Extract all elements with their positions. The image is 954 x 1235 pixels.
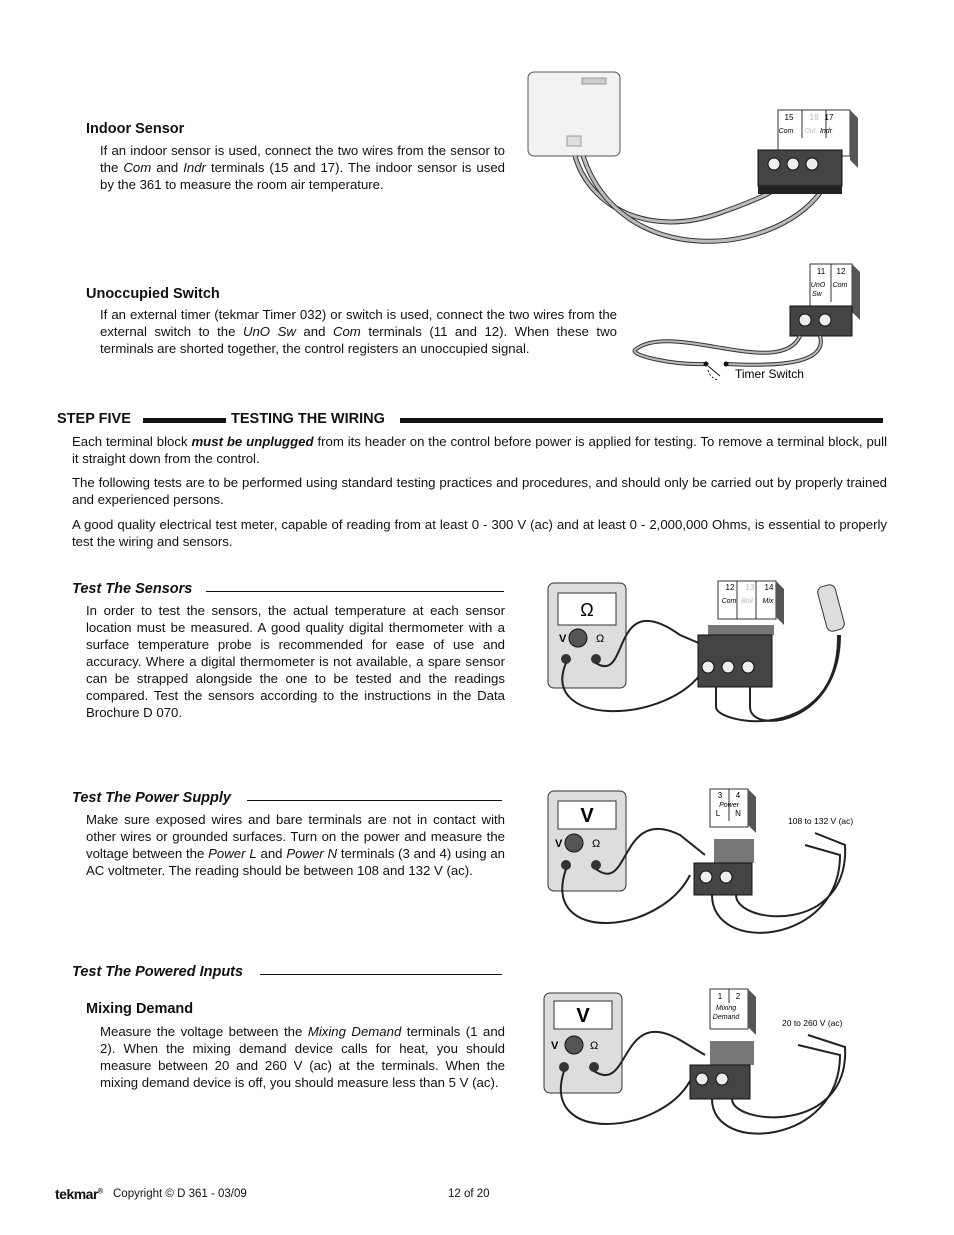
test-power-diagram xyxy=(540,785,870,945)
unoccupied-switch-text: If an external timer (tekmar Timer 032) or switch is used, connect the two wires from the external switch to the UnO Sw and Com terminals (11 and 12). When these two terminals are shorted together, the control registers an unoccupied signal. xyxy=(100,307,617,356)
svg-text:13: 13 xyxy=(745,583,755,592)
term-11: 11 xyxy=(816,267,826,276)
unoccupied-switch-heading: Unoccupied Switch xyxy=(86,286,220,302)
tekmar-logo: tekmar® xyxy=(55,1186,103,1202)
svg-text:Com: Com xyxy=(721,598,737,605)
test-sensors-diagram xyxy=(540,575,870,735)
svg-text:2: 2 xyxy=(735,992,741,1001)
svg-text:L: L xyxy=(715,809,721,818)
svg-text:1: 1 xyxy=(717,992,723,1001)
svg-text:Ω: Ω xyxy=(592,838,601,850)
test-sensors-text: In order to test the sensors, the actual temperature at each sensor location must be measured. A good quality digital thermometer with a surface temperature probe is recommended for ease of use and accuracy. Where a digital thermometer is not available, a spare sensor can be strapped alongside the one to be tested and the readings compared. Test the sensors according to the instructions in the Data Brochure D 070. xyxy=(86,603,505,720)
svg-text:Sw: Sw xyxy=(812,291,822,298)
svg-text:V: V xyxy=(551,1040,559,1052)
step-bar-1 xyxy=(143,418,226,423)
svg-text:Ω: Ω xyxy=(590,1040,599,1052)
power-range-label: 108 to 132 V (ac) xyxy=(788,816,854,826)
step-paragraph-1: Each terminal block must be unplugged from its header on the control before power is applied for testing. To remove a terminal block, pull it straight down from the control. xyxy=(72,434,887,466)
term-17: 17 xyxy=(824,113,834,122)
indoor-sensor-heading: Indoor Sensor xyxy=(86,121,185,137)
step-label: STEP FIVE xyxy=(57,411,131,427)
timer-switch-label: Timer Switch xyxy=(735,367,804,381)
svg-text:V: V xyxy=(559,633,567,645)
svg-text:Power: Power xyxy=(719,802,739,809)
svg-text:V: V xyxy=(580,805,594,827)
svg-text:V: V xyxy=(555,838,563,850)
svg-text:14: 14 xyxy=(764,583,774,592)
term-16: 16 xyxy=(809,113,819,122)
indoor-sensor-diagram xyxy=(520,68,860,248)
test-power-text: Make sure exposed wires and bare terminals are not in contact with other wires or grounded surfaces. Turn on the power and measure the voltage between the Power L and Power N terminals (3 and 4) using an AC voltmeter. The reading should be between 108 and 132 V (ac). xyxy=(86,812,506,878)
mixing-range-label: 20 to 260 V (ac) xyxy=(782,1018,843,1028)
test-power-heading: Test The Power Supply xyxy=(72,790,231,806)
svg-text:Ω: Ω xyxy=(596,633,605,645)
footer-page-number: 12 of 20 xyxy=(448,1188,490,1200)
svg-text:Mixing: Mixing xyxy=(715,1005,737,1012)
step-bar-2 xyxy=(400,418,883,423)
svg-text:Mix: Mix xyxy=(762,598,774,605)
indoor-sensor-text: If an indoor sensor is used, connect the two wires from the sensor to the Com and Indr terminals (15 and 17). The indoor sensor is used by the 361 to measure the room air temperature. xyxy=(100,143,505,192)
svg-text:Com: Com xyxy=(778,128,794,135)
svg-text:Demand: Demand xyxy=(712,1014,740,1021)
step-title: TESTING THE WIRING xyxy=(231,411,385,427)
mixing-demand-text: Measure the voltage between the Mixing Demand terminals (1 and 2). When the mixing demand device calls for heat, you should measure between 20 and 260 V (ac) at the terminals. When the mixing demand device is off, you should measure less than 5 V (ac). xyxy=(100,1024,505,1090)
step-paragraph-2: The following tests are to be performed using standard testing practices and procedures, and should only be carried out by properly trained and experienced persons. xyxy=(72,475,887,507)
svg-text:Out: Out xyxy=(804,128,816,135)
svg-text:Indr: Indr xyxy=(819,128,833,135)
svg-text:Boil: Boil xyxy=(741,598,753,605)
test-inputs-diagram xyxy=(540,985,870,1145)
footer-copyright: Copyright © D 361 - 03/09 xyxy=(113,1188,247,1200)
svg-text:Com: Com xyxy=(832,282,848,289)
sensor-probe xyxy=(816,583,845,632)
svg-text:N: N xyxy=(735,809,741,818)
svg-text:UnO: UnO xyxy=(810,282,826,289)
svg-text:4: 4 xyxy=(735,791,741,800)
step-paragraph-3: A good quality electrical test meter, capable of reading from at least 0 - 300 V (ac) and at least 0 - 2,000,000 Ohms, is essential to properly test the wiring and sensors. xyxy=(72,517,887,549)
svg-text:V: V xyxy=(576,1005,590,1027)
mixing-demand-heading: Mixing Demand xyxy=(86,1001,194,1017)
term-12: 12 xyxy=(836,267,846,276)
test-inputs-heading: Test The Powered Inputs xyxy=(72,964,244,980)
unoccupied-switch-diagram xyxy=(630,260,870,385)
term-15: 15 xyxy=(784,113,794,122)
svg-text:3: 3 xyxy=(717,791,723,800)
test-sensors-heading: Test The Sensors xyxy=(72,581,193,597)
svg-text:12: 12 xyxy=(725,583,735,592)
meter-display: Ω xyxy=(580,600,594,620)
